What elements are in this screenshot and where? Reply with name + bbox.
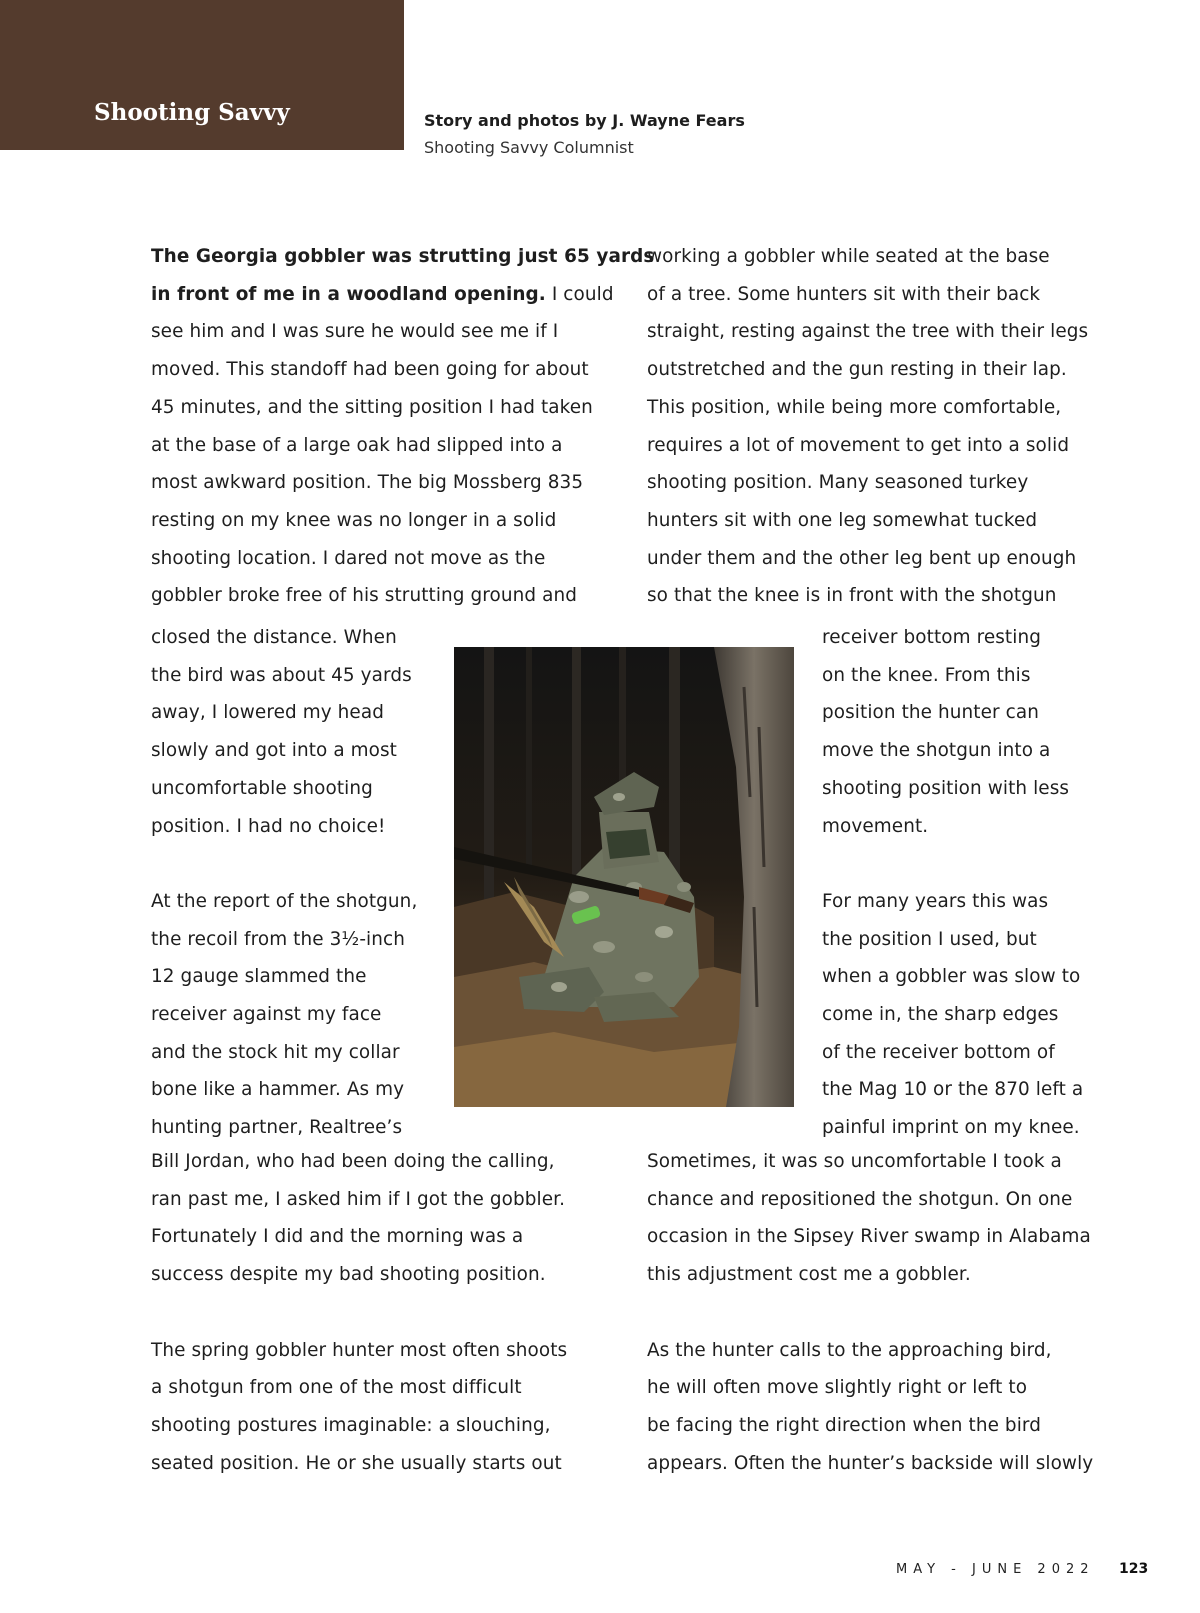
- text-line: position. I had no choice!: [151, 815, 386, 837]
- paragraph-lead: [151, 238, 655, 615]
- text-line: so that the knee is in front with the shotgun: [647, 585, 1057, 607]
- text-line: see him and I was sure he would see me if I: [151, 321, 559, 343]
- text-line: For many years this was: [822, 890, 1049, 912]
- text-line: shooting position with less: [822, 777, 1070, 799]
- text-line: position the hunter can: [822, 702, 1039, 724]
- lead-continuation: I could: [545, 283, 614, 305]
- paragraph-2-end: [151, 1143, 611, 1294]
- text-line: he will often move slightly right or left to: [647, 1377, 1028, 1399]
- section-title: Shooting Savvy: [94, 99, 290, 126]
- text-line: working a gobbler while seated at the base: [647, 246, 1050, 267]
- text-line: success despite my bad shooting position.: [151, 1264, 546, 1286]
- text-line: away, I lowered my head: [151, 702, 384, 724]
- paragraph-3-cont: [647, 238, 1107, 615]
- lead-bold-text: in front of me in a woodland opening.: [151, 283, 546, 305]
- text-line: 45 minutes, and the sitting position I had taken: [151, 396, 593, 418]
- lead-line-mixed: [151, 276, 614, 314]
- paragraph-5: [647, 1332, 1107, 1483]
- text-line: a shotgun from one of the most difficult: [151, 1377, 522, 1399]
- paragraph-3: [151, 1332, 611, 1483]
- text-line: moved. This standoff had been going for about: [151, 359, 589, 381]
- text-line: at the base of a large oak had slipped into a: [151, 434, 563, 456]
- text-line: appears. Often the hunter’s backside will slowly: [647, 1452, 1094, 1474]
- text-line: on the knee. From this: [822, 664, 1031, 686]
- text-line: of a tree. Some hunters sit with their back: [647, 283, 1041, 305]
- text-line: the recoil from the 3½-inch: [151, 928, 405, 950]
- text-line: most awkward position. The big Mossberg 835: [151, 472, 584, 494]
- text-line: painful imprint on my knee.: [822, 1117, 1080, 1139]
- text-line: straight, resting against the tree with their legs: [647, 321, 1089, 343]
- text-line: As the hunter calls to the approaching bird,: [647, 1339, 1052, 1361]
- text-line: come in, the sharp edges: [822, 1004, 1059, 1026]
- paragraph-2-start: [151, 883, 441, 1147]
- article-column-left-top: [151, 238, 655, 615]
- byline-author: Story and photos by J. Wayne Fears: [424, 111, 745, 130]
- article-column-right-top: [647, 238, 1107, 615]
- text-line: hunters sit with one leg somewhat tucked: [647, 509, 1038, 531]
- text-line: Sometimes, it was so uncomfortable I took a: [647, 1151, 1062, 1172]
- paragraph-4-end: [647, 1143, 1107, 1294]
- text-line: be facing the right direction when the bird: [647, 1414, 1042, 1436]
- header-band: [0, 0, 404, 150]
- text-line: receiver bottom resting: [822, 627, 1041, 648]
- text-line: chance and repositioned the shotgun. On one: [647, 1188, 1073, 1210]
- text-line: shooting location. I dared not move as the: [151, 547, 546, 569]
- paragraph-3-end: [822, 619, 1112, 845]
- article-column-right-bottom: [647, 1143, 1107, 1482]
- text-line: seated position. He or she usually starts out: [151, 1452, 562, 1474]
- text-line: requires a lot of movement to get into a solid: [647, 434, 1070, 456]
- article-photo-hunter: [454, 647, 794, 1107]
- text-line: the Mag 10 or the 870 left a: [822, 1079, 1084, 1101]
- text-line: Bill Jordan, who had been doing the calling,: [151, 1151, 555, 1172]
- text-line: gobbler broke free of his strutting ground and: [151, 585, 578, 607]
- text-line: ran past me, I asked him if I got the gobbler.: [151, 1188, 566, 1210]
- text-line: slowly and got into a most: [151, 740, 397, 762]
- text-line: Fortunately I did and the morning was a: [151, 1226, 524, 1248]
- text-line: At the report of the shotgun,: [151, 890, 418, 912]
- text-line: receiver against my face: [151, 1004, 382, 1026]
- footer-page-number: 123: [1119, 1561, 1149, 1577]
- article-column-right-wrap: [822, 619, 1112, 1147]
- text-line: and the stock hit my collar: [151, 1041, 400, 1063]
- text-line: move the shotgun into a: [822, 740, 1051, 762]
- text-line: bone like a hammer. As my: [151, 1079, 405, 1101]
- text-line: outstretched and the gun resting in their lap.: [647, 359, 1067, 381]
- text-line: uncomfortable shooting: [151, 777, 373, 799]
- paragraph-1-end: [151, 619, 441, 845]
- paragraph-4-start: [822, 883, 1112, 1147]
- byline-role: Shooting Savvy Columnist: [424, 138, 634, 157]
- text-line: resting on my knee was no longer in a solid: [151, 509, 557, 531]
- footer-issue-date: MAY - JUNE 2022: [896, 1562, 1095, 1577]
- text-line: shooting position. Many seasoned turkey: [647, 472, 1029, 494]
- text-line: the position I used, but: [822, 928, 1037, 950]
- text-line: under them and the other leg bent up enough: [647, 547, 1077, 569]
- text-line: this adjustment cost me a gobbler.: [647, 1264, 971, 1286]
- text-line: of the receiver bottom of: [822, 1041, 1055, 1063]
- text-line: the bird was about 45 yards: [151, 664, 412, 686]
- byline: [424, 107, 745, 161]
- text-line: hunting partner, Realtree’s: [151, 1117, 403, 1139]
- lead-line: The Georgia gobbler was strutting just 65 yards: [151, 246, 655, 267]
- article-column-left-bottom: [151, 1143, 611, 1482]
- text-line: shooting postures imaginable: a slouching,: [151, 1414, 551, 1436]
- text-line: movement.: [822, 815, 929, 837]
- text-line: 12 gauge slammed the: [151, 966, 367, 988]
- text-line: The spring gobbler hunter most often shoots: [151, 1339, 568, 1361]
- text-line: occasion in the Sipsey River swamp in Alabama: [647, 1226, 1091, 1248]
- text-line: closed the distance. When: [151, 627, 397, 648]
- article-column-left-wrap: [151, 619, 441, 1147]
- text-line: when a gobbler was slow to: [822, 966, 1081, 988]
- text-line: This position, while being more comfortable,: [647, 396, 1062, 418]
